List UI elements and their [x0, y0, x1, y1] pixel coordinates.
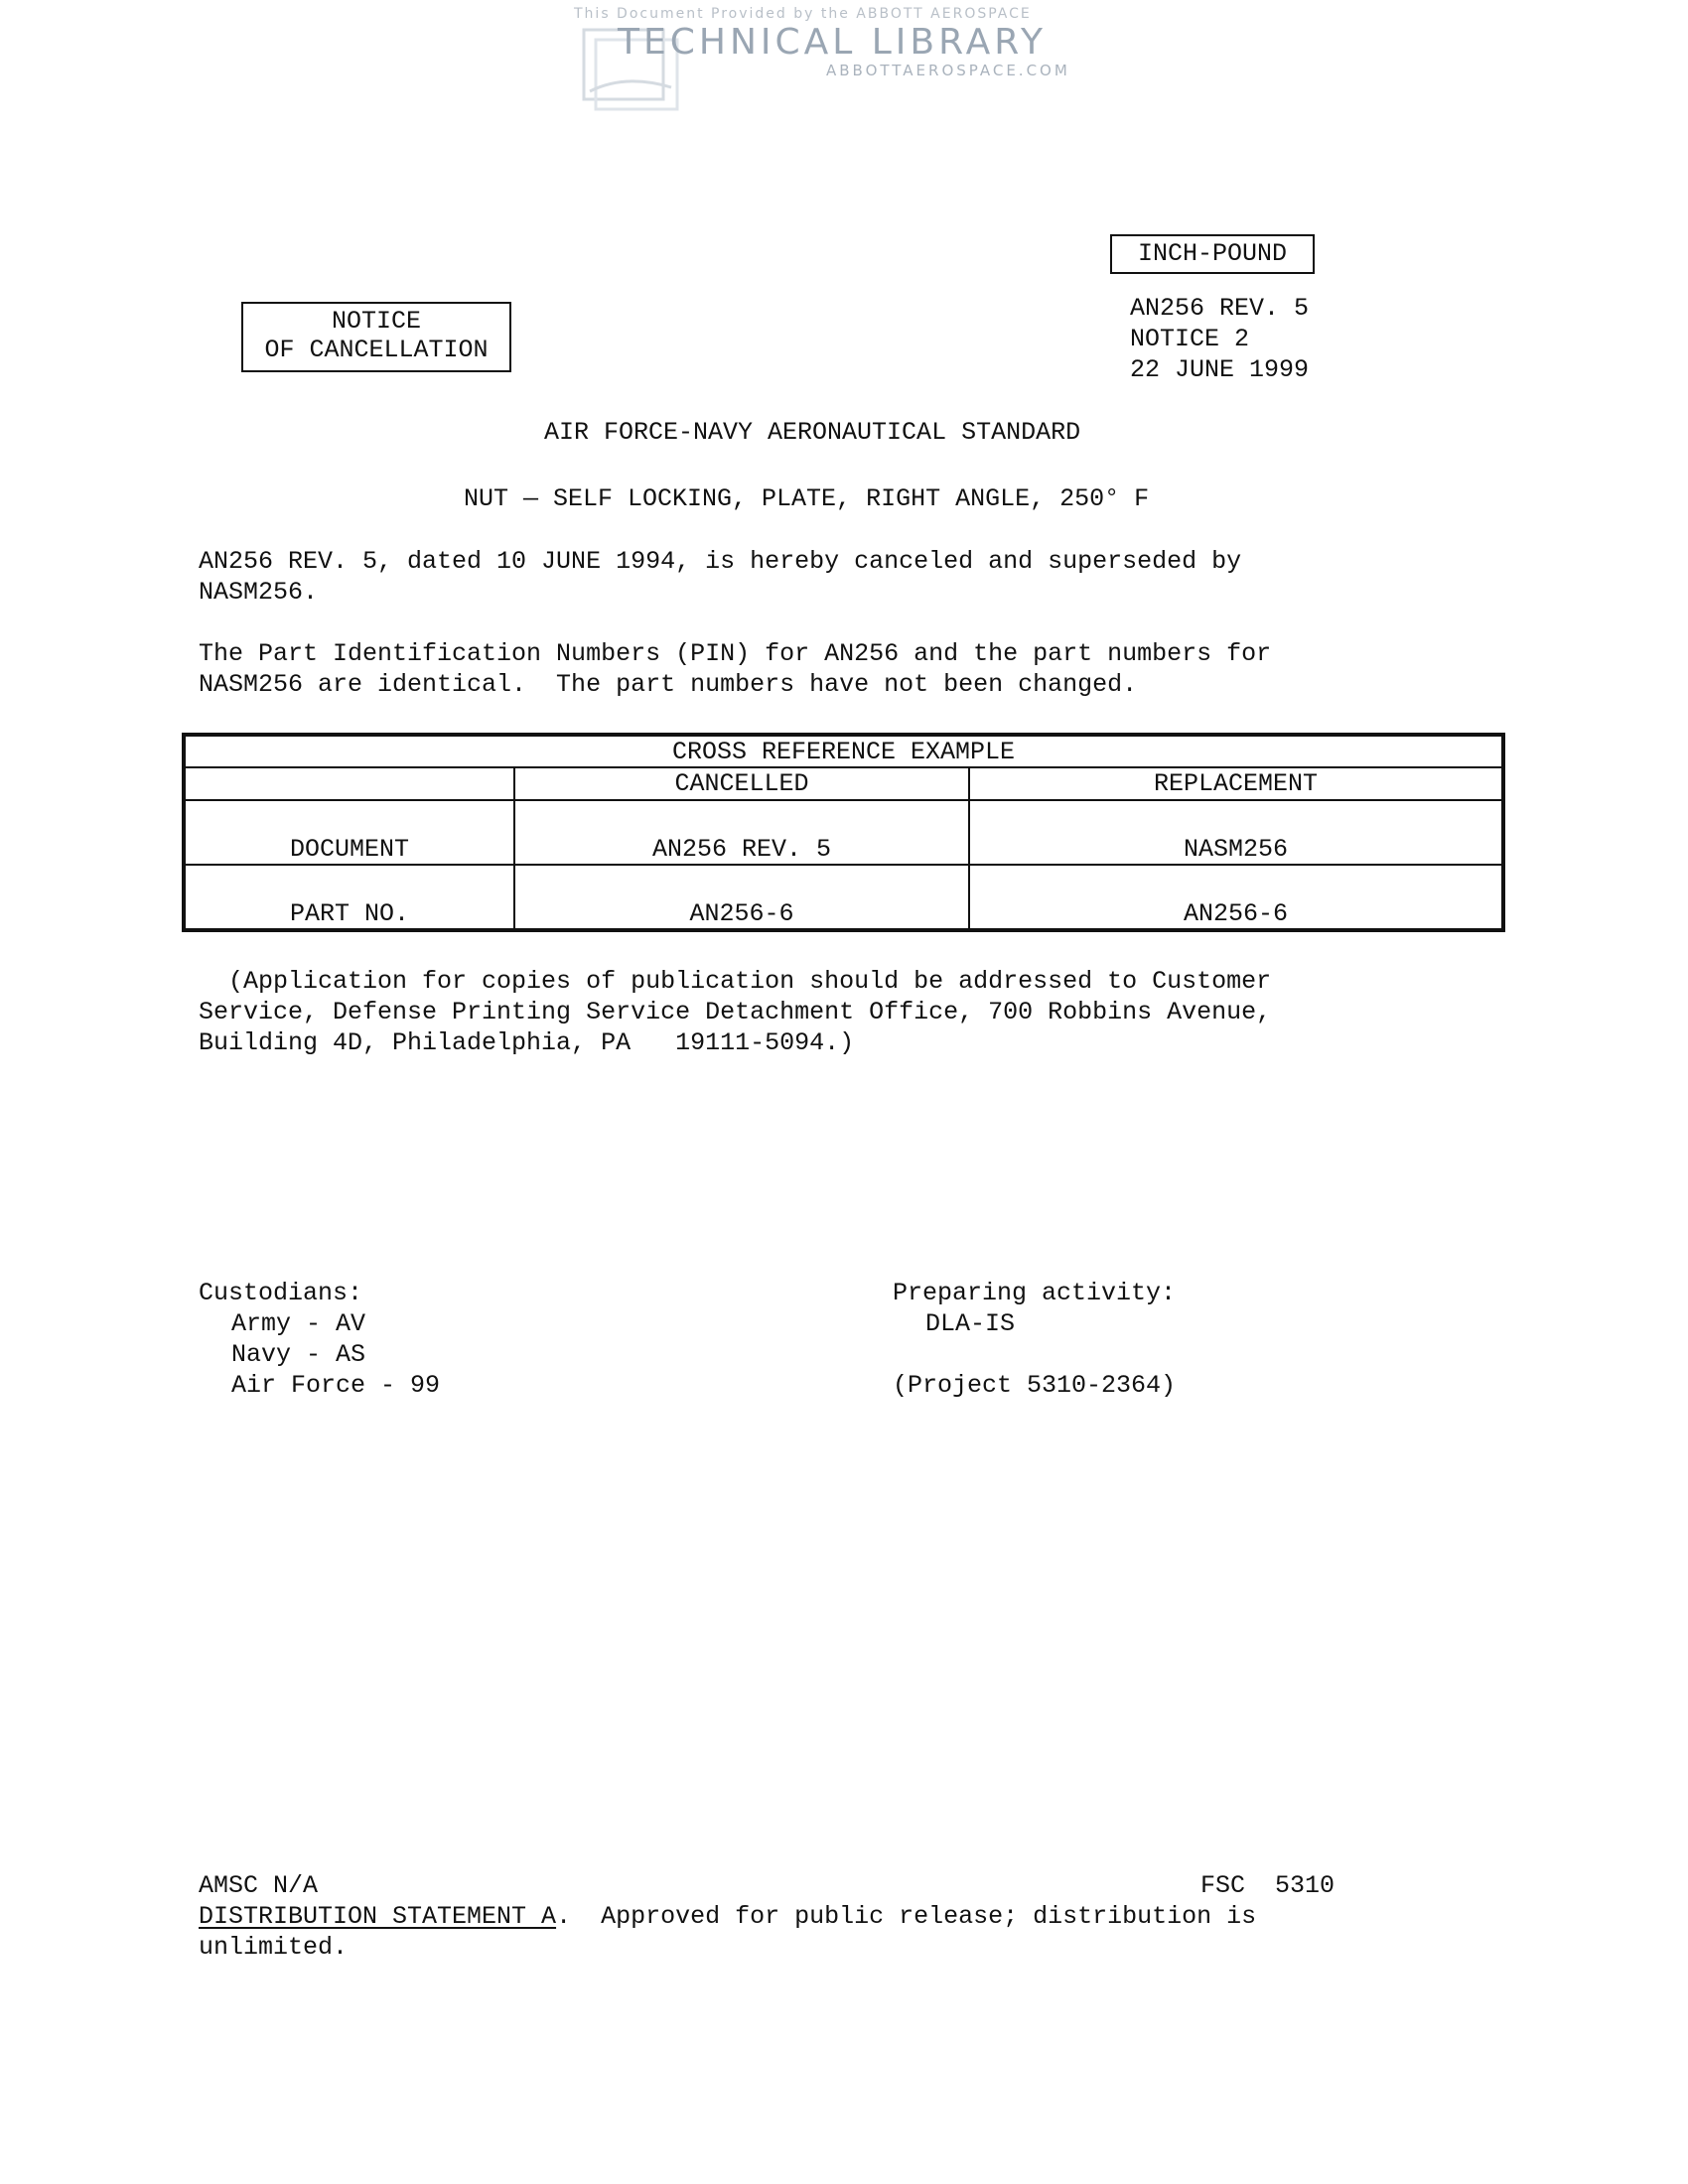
- standard-title: AIR FORCE-NAVY AERONAUTICAL STANDARD: [544, 418, 1081, 447]
- table-cell: DOCUMENT: [184, 800, 514, 865]
- distribution-label: DISTRIBUTION STATEMENT A: [199, 1902, 557, 1931]
- table-header-replacement: REPLACEMENT: [969, 767, 1503, 800]
- fsc-label: FSC 5310: [1200, 1871, 1336, 1900]
- table-row: [184, 865, 1503, 930]
- table-cell: PART NO.: [184, 865, 514, 930]
- preparing-activity-label: Preparing activity:: [893, 1279, 1177, 1307]
- watermark-line1: This Document Provided by the ABBOTT AEROSPACE: [574, 6, 1032, 22]
- notice-box: [241, 302, 511, 372]
- amsc-label: AMSC N/A: [199, 1871, 319, 1900]
- preparing-activity-value: DLA-IS: [925, 1309, 1016, 1338]
- para1-line2: NASM256.: [199, 578, 319, 607]
- application-note-line2: Service, Defense Printing Service Detachment Office, 700 Robbins Avenue,: [199, 998, 1272, 1026]
- custodian-army: Army - AV: [231, 1309, 366, 1338]
- project-number: (Project 5310-2364): [893, 1371, 1177, 1400]
- subject-title: NUT — SELF LOCKING, PLATE, RIGHT ANGLE, 250° F: [464, 484, 1150, 513]
- distribution-statement: [199, 1901, 1256, 1932]
- notice-date: 22 JUNE 1999: [1130, 355, 1310, 384]
- table-title: CROSS REFERENCE EXAMPLE: [184, 735, 1503, 767]
- custodian-air-force: Air Force - 99: [231, 1371, 441, 1400]
- distribution-line2: unlimited.: [199, 1933, 349, 1962]
- table-row: [184, 800, 1503, 865]
- table-cell: AN256-6: [514, 865, 969, 930]
- para1-line1: AN256 REV. 5, dated 10 JUNE 1994, is hereby canceled and superseded by: [199, 547, 1242, 576]
- notice-box-line2: OF CANCELLATION: [264, 336, 489, 364]
- watermark-logo: [566, 4, 1102, 113]
- application-note-line3: Building 4D, Philadelphia, PA 19111-5094.): [199, 1028, 855, 1057]
- para2-line2: NASM256 are identical. The part numbers have not been changed.: [199, 670, 1138, 699]
- cross-reference-table: [182, 733, 1505, 932]
- table-header-cancelled: CANCELLED: [514, 767, 969, 800]
- custodians-label: Custodians:: [199, 1279, 363, 1307]
- table-header-blank: [184, 767, 514, 800]
- doc-id: AN256 REV. 5: [1130, 294, 1310, 323]
- unit-box-label: INCH-POUND: [1137, 239, 1288, 268]
- table-cell: AN256-6: [969, 865, 1503, 930]
- table-cell: AN256 REV. 5: [514, 800, 969, 865]
- application-note-line1: (Application for copies of publication should be addressed to Customer: [199, 967, 1272, 996]
- table-cell: NASM256: [969, 800, 1503, 865]
- watermark-url: ABBOTTAEROSPACE.COM: [826, 62, 1070, 79]
- para2-line1: The Part Identification Numbers (PIN) for AN256 and the part numbers for: [199, 639, 1272, 668]
- unit-box: [1110, 234, 1315, 274]
- notice-number: NOTICE 2: [1130, 325, 1250, 353]
- notice-box-line1: NOTICE: [331, 307, 421, 336]
- distribution-text: . Approved for public release; distribution is: [556, 1902, 1257, 1931]
- watermark-title: TECHNICAL LIBRARY: [618, 22, 1048, 63]
- custodian-navy: Navy - AS: [231, 1340, 366, 1369]
